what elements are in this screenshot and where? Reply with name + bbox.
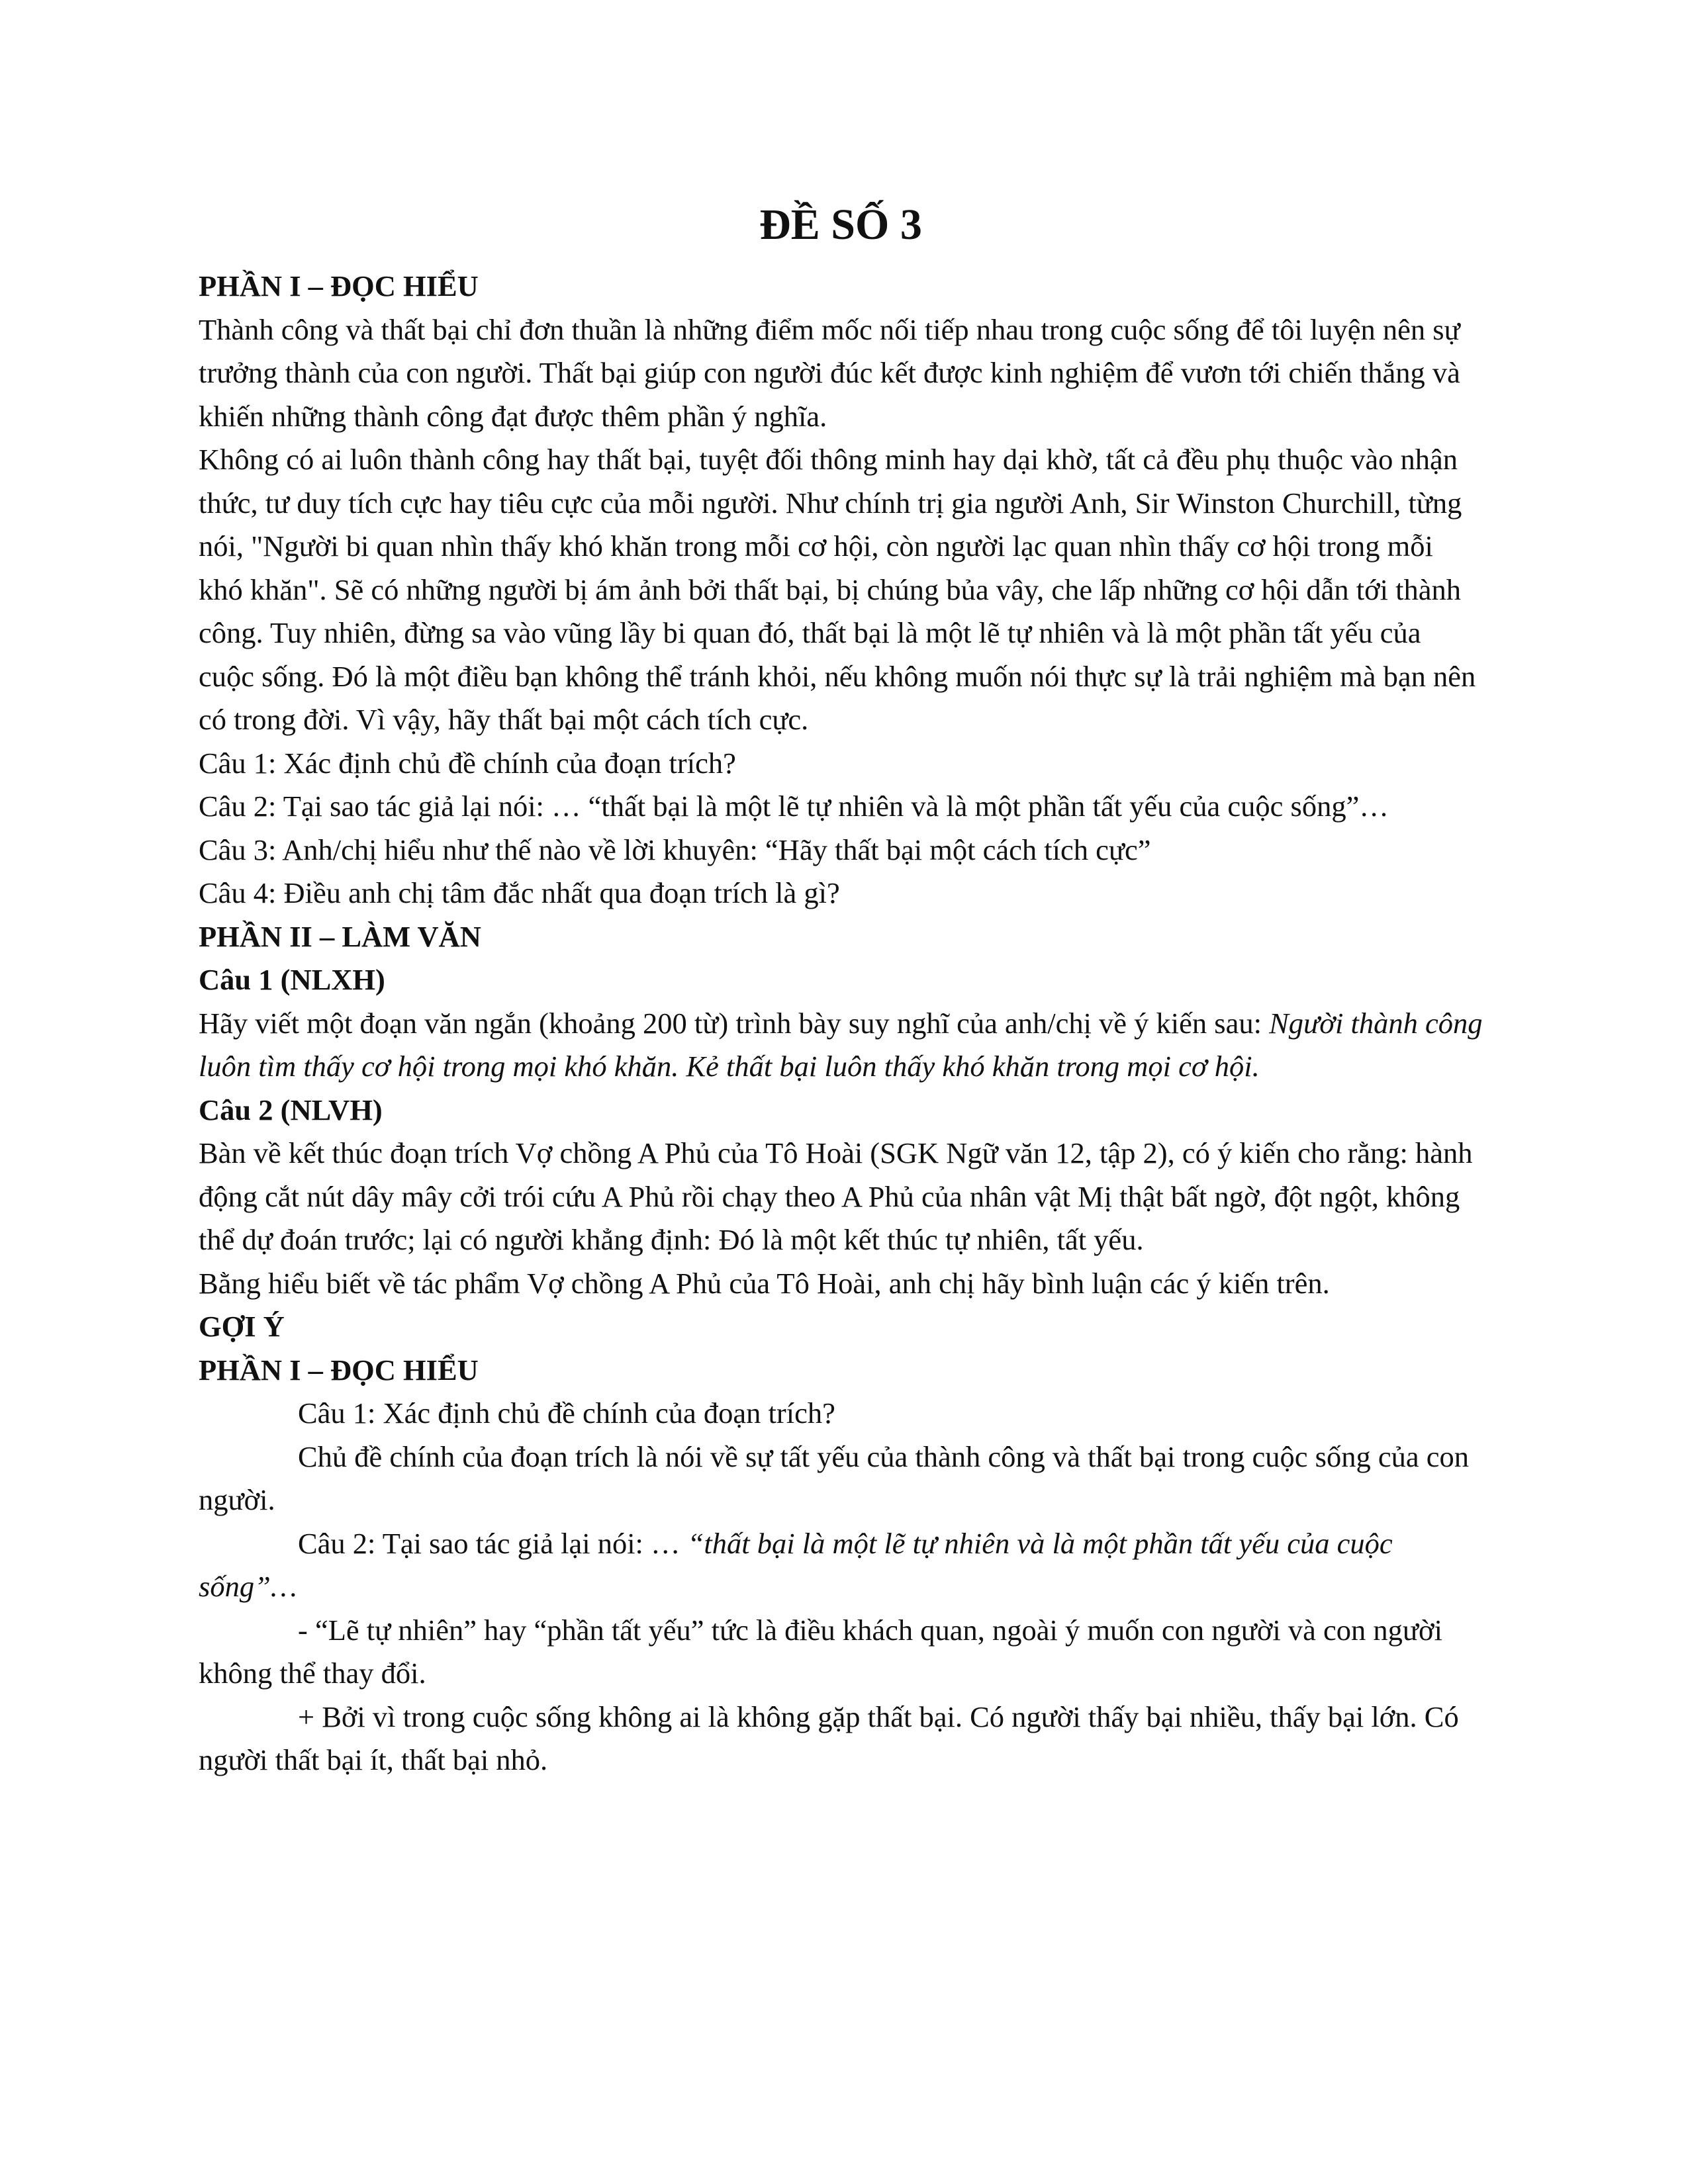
essay-question-1-heading: Câu 1 (NLXH) xyxy=(199,963,385,996)
hint-answer-2-line-1: - “Lẽ tự nhiên” hay “phần tất yếu” tức là điều khách quan, ngoài ý muốn con người và con người không thể thay đổi. xyxy=(199,1613,1442,1690)
essay-question-2-instruction: Bằng hiểu biết về tác phẩm Vợ chồng A Phủ của Tô Hoài, anh chị hãy bình luận các ý kiến trên. xyxy=(199,1266,1330,1300)
question-4: Câu 4: Điều anh chị tâm đắc nhất qua đoạn trích là gì? xyxy=(199,876,840,909)
essay-question-1-quote: Người thành công luôn tìm thấy cơ hội trong mọi khó khăn. Kẻ thất bại luôn thấy khó khăn trong mọi cơ hội. xyxy=(199,1006,1483,1083)
question-3: Câu 3: Anh/chị hiểu như thế nào về lời khuyên: “Hãy thất bại một cách tích cực” xyxy=(199,833,1151,866)
hint-answer-1: Chủ đề chính của đoạn trích là nói về sự tất yếu của thành công và thất bại trong cuộc sống của con người. xyxy=(199,1439,1469,1516)
hint-question-2-quote: “thất bại là một lẽ tự nhiên và là một phần tất yếu của cuộc sống”… xyxy=(199,1526,1393,1603)
essay-question-2-heading: Câu 2 (NLVH) xyxy=(199,1093,383,1126)
essay-question-1-prompt: Hãy viết một đoạn văn ngắn (khoảng 200 từ) trình bày suy nghĩ của anh/chị về ý kiến sau: xyxy=(199,1006,1270,1040)
hint-answer-2-line-2: + Bởi vì trong cuộc sống không ai là không gặp thất bại. Có người thấy bại nhiều, thấy bại lớn. Có người thất bại ít, thất bại nhỏ. xyxy=(199,1700,1459,1776)
essay-question-1-text xyxy=(199,1002,1483,1089)
question-1: Câu 1: Xác định chủ đề chính của đoạn trích? xyxy=(199,746,736,780)
hint-heading: GỢI Ý xyxy=(199,1310,285,1343)
hint-question-2 xyxy=(199,1522,1483,1609)
hint-part1-heading: PHẦN I – ĐỌC HIỂU xyxy=(199,1353,479,1387)
part1-heading: PHẦN I – ĐỌC HIỂU xyxy=(199,269,479,302)
passage-paragraph-2: Không có ai luôn thành công hay thất bại, tuyệt đối thông minh hay dại khờ, tất cả đều phụ thuộc vào nhận thức, tư duy tích cực hay tiêu cực của mỗi người. Như chính trị gia người Anh, Sir Winston Churchill, từng nói, "Người bi quan nhìn thấy khó khăn trong mỗi cơ hội, còn người lạc quan nhìn thấy cơ hội trong mỗi khó khăn". Sẽ có những người bị ám ảnh bởi thất bại, bị chúng bủa vây, che lấp những cơ hội dẫn tới thành công. Tuy nhiên, đừng sa vào vũng lầy bi quan đó, thất bại là một lẽ tự nhiên và là một phần tất yếu của cuộc sống. Đó là một điều bạn không thể tránh khỏi, nếu không muốn nói thực sự là trải nghiệm mà bạn nên có trong đời. Vì vậy, hãy thất bại một cách tích cực. xyxy=(199,443,1476,736)
document-title: ĐỀ SỐ 3 xyxy=(759,201,922,249)
part2-heading: PHẦN II – LÀM VĂN xyxy=(199,919,481,953)
essay-question-2-text: Bàn về kết thúc đoạn trích Vợ chồng A Phủ của Tô Hoài (SGK Ngữ văn 12, tập 2), có ý kiến cho rằng: hành động cắt nút dây mây cởi trói cứu A Phủ rồi chạy theo A Phủ của nhân vật Mị thật bất ngờ, đột ngột, không thể dự đoán trước; lại có người khẳng định: Đó là một kết thúc tự nhiên, tất yếu. xyxy=(199,1136,1473,1256)
passage-paragraph-1: Thành công và thất bại chỉ đơn thuần là những điểm mốc nối tiếp nhau trong cuộc sống để tôi luyện nên sự trưởng thành của con người. Thất bại giúp con người đúc kết được kinh nghiệm để vươn tới chiến thắng và khiến những thành công đạt được thêm phần ý nghĩa. xyxy=(199,312,1460,433)
document-page xyxy=(199,192,1483,1782)
hint-question-1: Câu 1: Xác định chủ đề chính của đoạn trích? xyxy=(298,1396,835,1430)
hint-question-2-prefix: Câu 2: Tại sao tác giả lại nói: … xyxy=(298,1526,688,1560)
question-2: Câu 2: Tại sao tác giả lại nói: … “thất bại là một lẽ tự nhiên và là một phần tất yếu của cuộc sống”… xyxy=(199,790,1389,823)
